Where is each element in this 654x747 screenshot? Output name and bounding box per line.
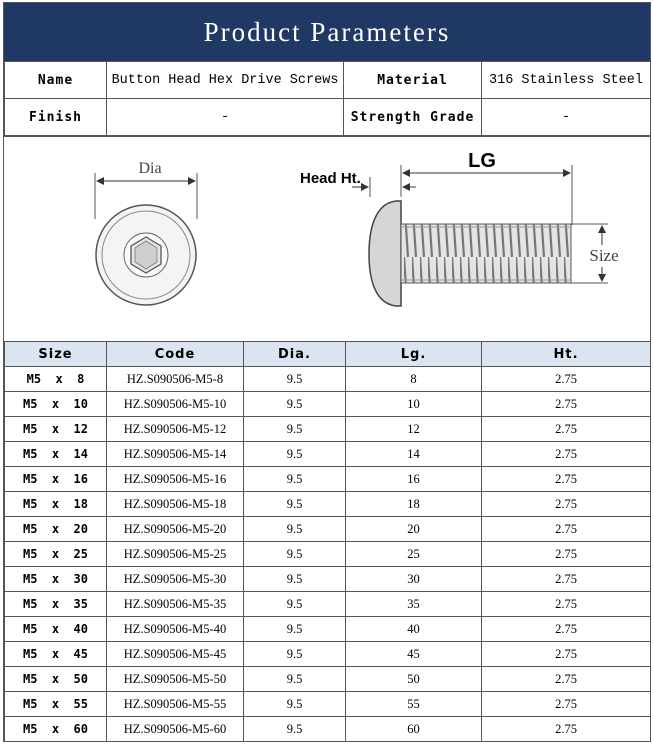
height-cell: 2.75 [482, 642, 651, 667]
table-row [5, 617, 651, 642]
size-cell: M5 x 30 [5, 567, 107, 592]
dia-cell: 9.5 [244, 392, 346, 417]
strength-grade-value: - [482, 99, 651, 136]
screw-diagram [4, 136, 650, 342]
length-cell: 14 [346, 442, 482, 467]
dia-cell: 9.5 [244, 492, 346, 517]
size-cell: M5 x 60 [5, 717, 107, 742]
code-cell: HZ.S090506-M5-14 [107, 442, 244, 467]
name-label: Name [5, 62, 107, 99]
length-cell: 16 [346, 467, 482, 492]
finish-label: Finish [5, 99, 107, 136]
name-value: Button Head Hex Drive Screws [107, 62, 344, 99]
dia-header: Dia. [244, 342, 346, 367]
dia-cell: 9.5 [244, 442, 346, 467]
code-cell: HZ.S090506-M5-60 [107, 717, 244, 742]
height-cell: 2.75 [482, 517, 651, 542]
code-cell: HZ.S090506-M5-40 [107, 617, 244, 642]
height-cell: 2.75 [482, 417, 651, 442]
info-row-finish [5, 99, 651, 136]
size-cell: M5 x 10 [5, 392, 107, 417]
code-cell: HZ.S090506-M5-45 [107, 642, 244, 667]
finish-value: - [107, 99, 344, 136]
size-cell: M5 x 16 [5, 467, 107, 492]
size-cell: M5 x 14 [5, 442, 107, 467]
height-cell: 2.75 [482, 617, 651, 642]
screw-side-view [369, 201, 571, 306]
dia-label: Dia [138, 160, 162, 177]
table-row [5, 417, 651, 442]
dia-cell: 9.5 [244, 542, 346, 567]
length-cell: 50 [346, 667, 482, 692]
size-cell: M5 x 8 [5, 367, 107, 392]
code-cell: HZ.S090506-M5-10 [107, 392, 244, 417]
code-cell: HZ.S090506-M5-12 [107, 417, 244, 442]
code-cell: HZ.S090506-M5-8 [107, 367, 244, 392]
head-top-view [96, 205, 196, 305]
length-cell: 60 [346, 717, 482, 742]
length-cell: 20 [346, 517, 482, 542]
size-cell: M5 x 25 [5, 542, 107, 567]
dia-cell: 9.5 [244, 617, 346, 642]
table-row [5, 692, 651, 717]
code-cell: HZ.S090506-M5-35 [107, 592, 244, 617]
dia-cell: 9.5 [244, 642, 346, 667]
material-value: 316 Stainless Steel [482, 62, 651, 99]
length-cell: 30 [346, 567, 482, 592]
page-title: Product Parameters [4, 3, 650, 61]
table-row [5, 442, 651, 467]
dia-cell: 9.5 [244, 567, 346, 592]
length-cell: 35 [346, 592, 482, 617]
size-cell: M5 x 18 [5, 492, 107, 517]
specs-table [4, 341, 651, 742]
table-row [5, 467, 651, 492]
table-row [5, 517, 651, 542]
length-header: Lg. [346, 342, 482, 367]
specs-body [5, 367, 651, 742]
height-cell: 2.75 [482, 392, 651, 417]
table-row [5, 592, 651, 617]
table-row [5, 542, 651, 567]
length-cell: 8 [346, 367, 482, 392]
code-cell: HZ.S090506-M5-20 [107, 517, 244, 542]
material-label: Material [344, 62, 482, 99]
height-cell: 2.75 [482, 467, 651, 492]
table-row [5, 392, 651, 417]
dia-cell: 9.5 [244, 592, 346, 617]
info-row-name [5, 62, 651, 99]
lg-label: LG [468, 150, 496, 172]
code-cell: HZ.S090506-M5-30 [107, 567, 244, 592]
dia-cell: 9.5 [244, 367, 346, 392]
code-cell: HZ.S090506-M5-18 [107, 492, 244, 517]
table-row [5, 367, 651, 392]
table-row [5, 717, 651, 742]
dia-cell: 9.5 [244, 667, 346, 692]
height-cell: 2.75 [482, 692, 651, 717]
specs-header-row [5, 342, 651, 367]
size-cell: M5 x 12 [5, 417, 107, 442]
table-row [5, 667, 651, 692]
code-header: Code [107, 342, 244, 367]
length-cell: 25 [346, 542, 482, 567]
length-cell: 10 [346, 392, 482, 417]
length-cell: 12 [346, 417, 482, 442]
code-cell: HZ.S090506-M5-55 [107, 692, 244, 717]
length-cell: 40 [346, 617, 482, 642]
strength-grade-label: Strength Grade [344, 99, 482, 136]
height-cell: 2.75 [482, 592, 651, 617]
table-row [5, 567, 651, 592]
head-height-label: Head Ht. [300, 170, 361, 187]
size-cell: M5 x 35 [5, 592, 107, 617]
size-cell: M5 x 45 [5, 642, 107, 667]
dia-cell: 9.5 [244, 692, 346, 717]
height-cell: 2.75 [482, 667, 651, 692]
table-row [5, 492, 651, 517]
length-cell: 18 [346, 492, 482, 517]
product-sheet [3, 2, 651, 742]
height-cell: 2.75 [482, 567, 651, 592]
length-cell: 45 [346, 642, 482, 667]
height-cell: 2.75 [482, 367, 651, 392]
size-cell: M5 x 20 [5, 517, 107, 542]
size-cell: M5 x 50 [5, 667, 107, 692]
height-header: Ht. [482, 342, 651, 367]
info-table [4, 61, 651, 136]
dia-cell: 9.5 [244, 717, 346, 742]
size-label: Size [589, 246, 619, 265]
code-cell: HZ.S090506-M5-16 [107, 467, 244, 492]
height-cell: 2.75 [482, 717, 651, 742]
code-cell: HZ.S090506-M5-50 [107, 667, 244, 692]
screw-drawing [4, 137, 650, 341]
table-row [5, 642, 651, 667]
dia-cell: 9.5 [244, 417, 346, 442]
height-cell: 2.75 [482, 492, 651, 517]
height-cell: 2.75 [482, 442, 651, 467]
height-cell: 2.75 [482, 542, 651, 567]
code-cell: HZ.S090506-M5-25 [107, 542, 244, 567]
length-cell: 55 [346, 692, 482, 717]
dia-cell: 9.5 [244, 517, 346, 542]
size-header: Size [5, 342, 107, 367]
dia-cell: 9.5 [244, 467, 346, 492]
size-cell: M5 x 55 [5, 692, 107, 717]
size-cell: M5 x 40 [5, 617, 107, 642]
